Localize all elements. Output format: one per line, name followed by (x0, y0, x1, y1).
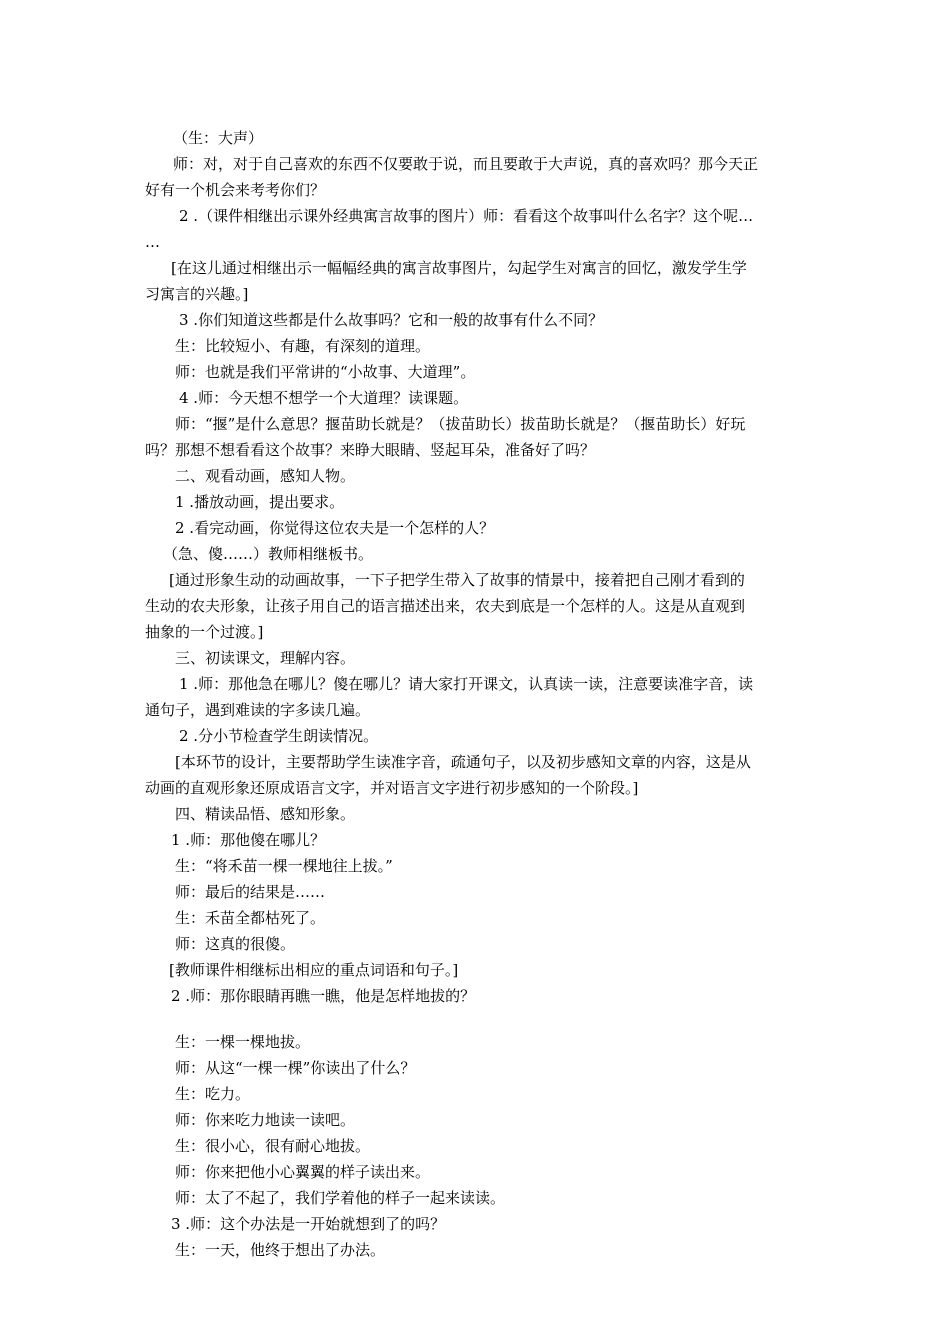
text-line: 师：也就是我们平常讲的“小故事、大道理”。 (175, 363, 476, 381)
text-line: 师：“揠”是什么意思？揠苗助长就是？（拔苗助长）拔苗助长就是？（揠苗助长）好玩 (175, 415, 746, 433)
text-line: 抽象的一个过渡。] (145, 623, 264, 641)
text-line: 2 .看完动画，你觉得这位农夫是一个怎样的人？ (175, 519, 495, 537)
text-line: [教师课件相继标出相应的重点词语和句子。] (169, 961, 459, 979)
text-line: 师：最后的结果是…… (175, 883, 326, 901)
text-line: 习寓言的兴趣。] (145, 285, 249, 303)
text-line: 4 .师：今天想不想学一个大道理？读课题。 (179, 389, 469, 407)
text-line: 3 .师：这个办法是一开始就想到了的吗？ (171, 1215, 446, 1233)
text-line: 2 .（课件相继出示课外经典寓言故事的图片）师：看看这个故事叫什么名字？这个呢… (179, 207, 754, 225)
text-line: 师：你来把他小心翼翼的样子读出来。 (175, 1163, 431, 1181)
text-line: 师：对，对于自己喜欢的东西不仅要敢于说，而且要敢于大声说，真的喜欢吗？那今天正 (173, 155, 759, 173)
text-line: 3 .你们知道这些都是什么故事吗？它和一般的故事有什么不同？ (179, 311, 604, 329)
text-line: 2 .分小节检查学生朗读情况。 (179, 727, 379, 745)
text-line: 师：从这“一棵一棵”你读出了什么？ (175, 1059, 416, 1077)
text-line: 动画的直观形象还原成语言文字，并对语言文字进行初步感知的一个阶段。] (145, 779, 639, 797)
text-line: 生：禾苗全都枯死了。 (175, 909, 326, 927)
lesson-plan-text (145, 125, 810, 1263)
text-line: 吗？那想不想看看这个故事？来睁大眼睛、竖起耳朵，准备好了吗？ (145, 441, 596, 459)
text-line: 生：“将禾苗一棵一棵地往上拔。” (175, 857, 393, 875)
text-line: [本环节的设计，主要帮助学生读准字音，疏通句子，以及初步感知文章的内容，这是从 (175, 753, 751, 771)
text-line: 生：吃力。 (175, 1085, 251, 1103)
text-line: 生：很小心，很有耐心地拔。 (175, 1137, 371, 1155)
text-line: 师：这真的很傻。 (175, 935, 296, 953)
text-line: 1 .师：那他傻在哪儿？ (171, 831, 326, 849)
text-line: 通句子，遇到难读的字多读几遍。 (145, 701, 371, 719)
text-line: 三、初读课文，理解内容。 (175, 649, 356, 667)
text-line: 师：你来吃力地读一读吧。 (175, 1111, 356, 1129)
text-line: 1 .播放动画，提出要求。 (175, 493, 345, 511)
text-line: 二、观看动画，感知人物。 (175, 467, 356, 485)
text-line: 师：太了不起了，我们学着他的样子一起来读读。 (175, 1189, 506, 1207)
text-line: 四、精读品悟、感知形象。 (175, 805, 356, 823)
text-line: 生动的农夫形象，让孩子用自己的语言描述出来，农夫到底是一个怎样的人。这是从直观到 (145, 597, 746, 615)
text-line: （生：大声） (173, 129, 264, 147)
text-line: 2 .师：那你眼睛再瞧一瞧，他是怎样地拔的？ (171, 987, 476, 1005)
text-line: [在这儿通过相继出示一幅幅经典的寓言故事图片，勾起学生对寓言的回忆，激发学生学 (171, 259, 747, 277)
text-line: 生：比较短小、有趣，有深刻的道理。 (175, 337, 431, 355)
text-line: … (145, 233, 160, 251)
text-line: （急、傻……）教师相继板书。 (163, 545, 374, 563)
text-line: 生：一棵一棵地拔。 (175, 1033, 311, 1051)
text-line: 1 .师：那他急在哪儿？傻在哪儿？请大家打开课文，认真读一读，注意要读准字音，读 (179, 675, 754, 693)
text-line: 好有一个机会来考考你们？ (145, 181, 326, 199)
blank-line (145, 1009, 810, 1029)
text-line: 生：一天，他终于想出了办法。 (175, 1241, 386, 1259)
text-line: [通过形象生动的动画故事，一下子把学生带入了故事的情景中，接着把自己刚才看到的 (169, 571, 745, 589)
